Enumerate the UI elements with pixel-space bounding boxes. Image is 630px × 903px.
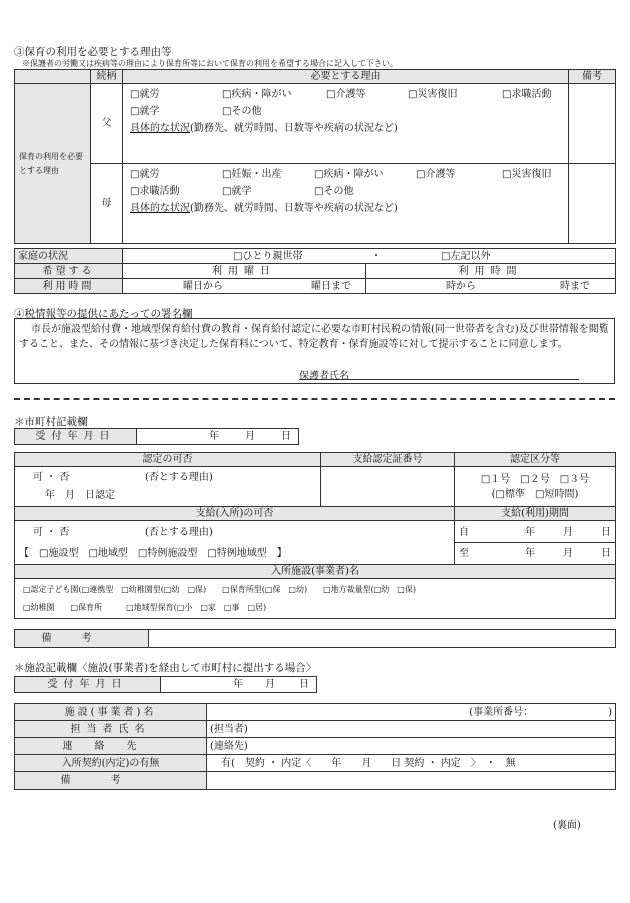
supply-types[interactable]: 【 □施設型 □地域型 □特例施設型 □特例地域型 】 (19, 548, 287, 559)
use-day-header: 利用曜日 (123, 264, 366, 279)
mother-opt-jobseek[interactable]: □求職活動 (130, 186, 180, 197)
desired-label: 希望する (15, 264, 123, 279)
supply-yes-no[interactable]: 可 ・ 否 (33, 527, 70, 538)
time-from: 時から (446, 281, 476, 292)
fac-name-label: 施設(事業者)名 (15, 704, 207, 721)
facility-title: ＊施設記載欄〈施設(事業者)を経由して市町村に提出する場合〉 (14, 662, 317, 674)
father-opt-illness[interactable]: □疾病・障がい (222, 89, 292, 100)
fac-table (14, 703, 616, 790)
office-number: (事業所番号： ) (469, 706, 612, 718)
time-to: 時まで (560, 281, 590, 292)
period-from-day: 日 (601, 527, 611, 538)
section3-note: ※保護者の労働又は疾病等の理由により保育所等において保育の利用を希望する場合に記入して下さい。 (22, 59, 398, 68)
fac-remarks-field[interactable] (207, 772, 616, 790)
section4-title: ④税情報等の提供にあたっての署名欄 (14, 308, 193, 320)
facility-cell[interactable] (15, 579, 616, 619)
supply-reason: (否とする理由) (145, 527, 213, 538)
approval-reason: (否とする理由) (145, 472, 213, 483)
supply-header: 支給(入所)の可否 (15, 507, 455, 521)
fac-contract-field[interactable]: 有( 契約 ・ 内定〈 年 月 日 契約 ・ 内定 〉 ・ 無 (207, 755, 616, 772)
approval-header: 認定の可否 (15, 453, 321, 467)
household-separator: ・ (371, 251, 381, 262)
father-opt-other[interactable]: □その他 (222, 106, 262, 117)
reason-header: 必要とする理由 (123, 70, 569, 84)
period-from: 自 (459, 527, 469, 538)
fac-received-label: 受付年月日 (15, 677, 161, 693)
relation-header: 続柄 (91, 70, 123, 84)
section3-title: ③保育の利用を必要とする理由等 (14, 46, 172, 58)
father-remarks[interactable] (569, 84, 616, 164)
fac-received-table (14, 676, 317, 693)
use-time-field[interactable] (366, 279, 616, 294)
reason-corner (15, 70, 91, 84)
class-options[interactable]: □１号 □２号 □３号 (480, 473, 590, 485)
father-opt-care[interactable]: □介護等 (326, 89, 366, 100)
father-reasons[interactable] (123, 84, 569, 164)
class-sub-options[interactable]: (□標準 □短時間) (491, 488, 579, 500)
reason-row-label: 保育の利用を必要とする理由 (15, 84, 91, 244)
use-time-header: 利用時間 (366, 264, 616, 279)
father-opt-disaster[interactable]: □災害復旧 (408, 89, 458, 100)
guardian-name-line[interactable] (299, 379, 579, 380)
fac-person-label: 担当者氏名 (15, 721, 207, 738)
fac-contact-field[interactable]: (連絡先) (207, 738, 616, 755)
mother-opt-care[interactable]: □介護等 (416, 169, 456, 180)
day-from: 曜日から (183, 281, 223, 292)
city-day: 日 (281, 431, 291, 442)
fac-year: 年 (233, 679, 243, 690)
period-to: 至 (459, 548, 469, 559)
city-title: ＊市町村記載欄 (14, 416, 88, 428)
mother-label: 母 (91, 164, 123, 244)
city-received-date[interactable] (137, 429, 299, 445)
fac-contact-label: 連絡先 (15, 738, 207, 755)
mother-opt-illness[interactable]: □疾病・障がい (314, 169, 384, 180)
cert-no-cell[interactable] (321, 467, 455, 507)
period-from-month: 月 (563, 527, 573, 538)
approval-date: 年 月 日認定 (45, 490, 115, 501)
mother-opt-work[interactable]: □就労 (130, 169, 160, 180)
guardian-name-label: 保護者氏名 (299, 371, 349, 382)
approval-cell[interactable] (15, 467, 321, 507)
fac-received-date[interactable] (161, 677, 317, 693)
city-month: 月 (245, 431, 255, 442)
facility-line1[interactable]: □認定子ども園(□連携型 □幼稚園型(□幼 □保) □保育所型(□保 □幼) □地方裁量型(□幼 □保) (23, 584, 416, 594)
period-header: 支給(利用)期間 (455, 507, 616, 521)
facility-header: 入所施設(事業者)名 (15, 565, 616, 579)
fac-month: 月 (265, 679, 275, 690)
reason-table (14, 69, 616, 244)
mother-specific-label: 具体的な状況 (130, 203, 190, 214)
mother-specific-hint: (勤務先、就労時間、日数等や疾病の状況など) (190, 203, 398, 214)
city-received-label: 受付年月日 (15, 429, 137, 445)
day-to: 曜日まで (311, 281, 351, 292)
mother-reasons[interactable] (123, 164, 569, 244)
consent-text: 市長が施設型給付費・地域型保育給付費の教育・保育給付認定に必要な市町村民税の情報(同一世帯者を含む)及び世帯情報を閲覧すること、また、その情報に基づき決定した保育料について、特定教育・保育施設等に対して提示することに同意します。 (19, 324, 609, 350)
city-remarks-table (14, 629, 616, 648)
period-to-month: 月 (563, 548, 573, 559)
household-options[interactable] (123, 249, 616, 264)
city-year: 年 (209, 431, 219, 442)
approval-yes-no[interactable]: 可 ・ 否 (33, 472, 70, 483)
page-footer: (裏面) (553, 820, 581, 831)
fac-person-field[interactable]: (担当者) (207, 721, 616, 738)
fac-name-field[interactable] (207, 704, 616, 721)
city-received-table (14, 428, 299, 445)
remarks-header: 備考 (569, 70, 616, 84)
city-table (14, 452, 616, 619)
father-opt-work[interactable]: □就労 (130, 89, 160, 100)
use-time-label: 利用時間 (15, 279, 123, 294)
fac-day: 日 (299, 679, 309, 690)
fac-contract-label: 入所契約(内定)の有無 (15, 755, 207, 772)
supply-cell[interactable] (15, 521, 455, 565)
facility-line2[interactable]: □幼稚園 □保育所 □地域型保育(□小 □家 □事 □居) (23, 602, 267, 612)
mother-remarks[interactable] (569, 164, 616, 244)
period-from-year: 年 (525, 527, 535, 538)
household-single-parent[interactable]: □ひとり親世帯 (233, 251, 303, 262)
cut-line (14, 398, 615, 400)
household-other[interactable]: □左記以外 (441, 251, 491, 262)
father-specific-label: 具体的な状況 (130, 123, 190, 134)
cert-no-header: 支給認定証番号 (321, 453, 455, 467)
period-to-day: 日 (601, 548, 611, 559)
father-label: 父 (91, 84, 123, 164)
signature-box (14, 318, 615, 384)
mother-opt-study[interactable]: □就学 (222, 186, 252, 197)
household-label: 家庭の状況 (15, 249, 123, 264)
father-opt-study[interactable]: □就学 (130, 106, 160, 117)
mother-opt-other[interactable]: □その他 (314, 186, 354, 197)
mother-opt-pregnancy[interactable]: □妊娠・出産 (222, 169, 282, 180)
father-specific-hint: (勤務先、就労時間、日数等や疾病の状況など) (190, 123, 398, 134)
fac-remarks-label: 備考 (15, 772, 207, 790)
mother-opt-disaster[interactable]: □災害復旧 (502, 169, 552, 180)
class-header: 認定区分等 (455, 453, 616, 467)
household-table (14, 248, 616, 294)
period-to-year: 年 (525, 548, 535, 559)
period-cell[interactable] (455, 521, 616, 565)
city-remarks-label: 備考 (15, 630, 149, 648)
use-day-field[interactable] (123, 279, 366, 294)
class-cell[interactable] (455, 467, 616, 507)
city-remarks-field[interactable] (149, 630, 616, 648)
father-opt-jobseek[interactable]: □求職活動 (502, 89, 552, 100)
